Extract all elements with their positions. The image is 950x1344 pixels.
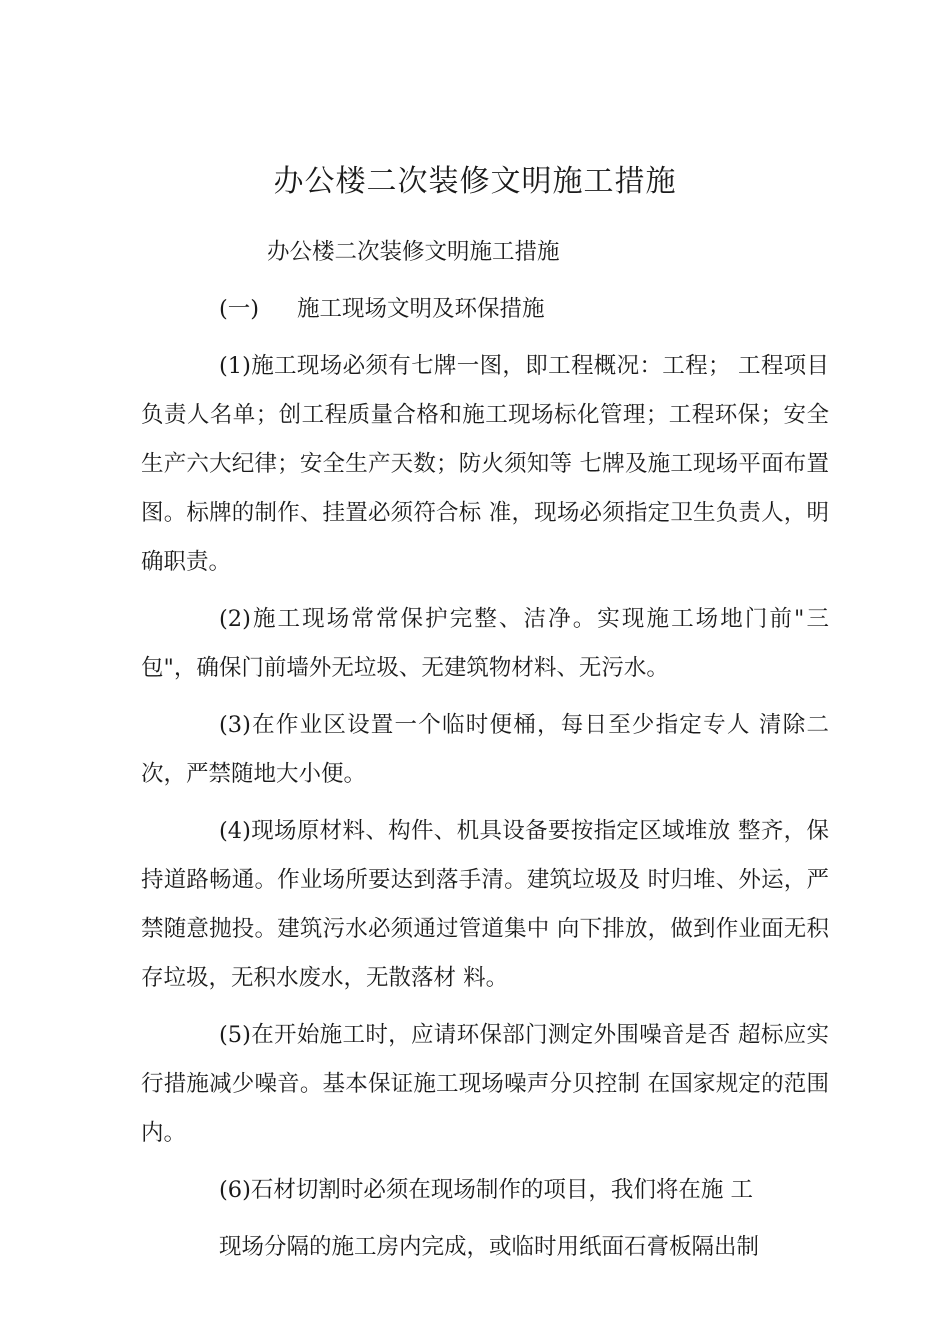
section-number: (一) xyxy=(219,296,260,322)
document-body xyxy=(141,228,829,1272)
paragraph-6-line-2: 现场分隔的施工房内完成，或临时用纸面石膏板隔出制 xyxy=(219,1234,760,1260)
document-title: 办公楼二次装修文明施工措施 xyxy=(273,164,677,199)
document-subtitle: 办公楼二次装修文明施工措施 xyxy=(267,239,560,265)
paragraph-6-line-1: (6)石材切割时必须在现场制作的项目，我们将在施 工 xyxy=(219,1177,754,1203)
paragraph-5: (5)在开始施工时，应请环保部门测定外围噪音是否 超标应实行措施减少噪音。基本保证施工现场噪声分贝控制 在国家规定的范围内。 xyxy=(141,1022,829,1146)
paragraph-3: (3)在作业区设置一个临时便桶，每日至少指定专人 清除二次，严禁随地大小便。 xyxy=(141,712,829,787)
paragraph-2: (2)施工现场常常保护完整、洁净。实现施工场地门前"三 包"，确保门前墙外无垃圾、无建筑物材料、无污水。 xyxy=(141,606,829,681)
paragraph-1: (1)施工现场必须有七牌一图，即工程概况：工程； 工程项目负责人名单；创工程质量合格和施工现场标化管理；工程环保；安全生产六大纪律；安全生产天数；防火须知等 七牌及施工现场平面布置图。标牌的制作、挂置必须符合标 准，现场必须指定卫生负责人，明确职责。 xyxy=(141,353,829,575)
paragraph-4: (4)现场原材料、构件、机具设备要按指定区域堆放 整齐，保持道路畅通。作业场所要达到落手清。建筑垃圾及 时归堆、外运，严禁随意抛投。建筑污水必须通过管道集中 向下排放，做到作业面无积存垃圾，无积水废水，无散落材 料。 xyxy=(141,818,829,991)
section-heading xyxy=(219,285,829,334)
section-heading-text: 施工现场文明及环保措施 xyxy=(297,296,545,322)
